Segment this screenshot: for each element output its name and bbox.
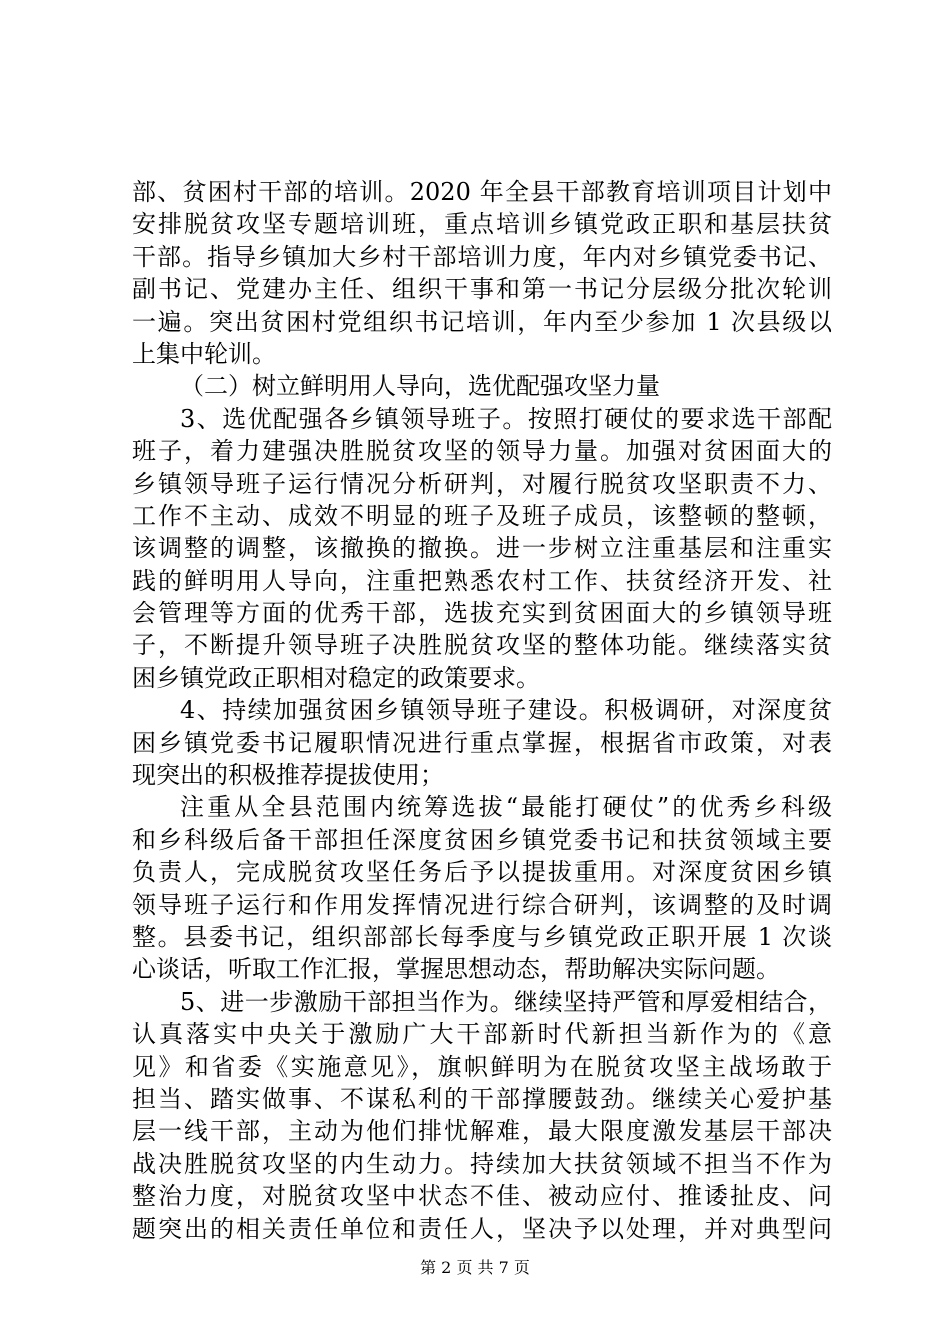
- text-line: 部、贫困村干部的培训。2020 年全县干部教育培训项目计划中: [132, 178, 832, 206]
- text-line: 层一线干部，主动为他们排忧解难，最大限度激发基层干部决: [132, 1117, 832, 1146]
- text-line: 子，不断提升领导班子决胜脱贫攻坚的整体功能。继续落实贫: [132, 631, 832, 660]
- text-line: 践的鲜明用人导向，注重把熟悉农村工作、扶贫经济开发、社: [132, 566, 832, 595]
- text-line: 班子，着力建强决胜脱贫攻坚的领导力量。加强对贫困面大的: [132, 437, 832, 466]
- text-line: 乡镇领导班子运行情况分析研判，对履行脱贫攻坚职责不力、: [132, 469, 832, 498]
- text-line: 领导班子运行和作用发挥情况进行综合研判，该调整的及时调: [132, 890, 832, 919]
- text-line: 负责人，完成脱贫攻坚任务后予以提拔重用。对深度贫困乡镇: [132, 858, 832, 887]
- text-line: 和乡科级后备干部担任深度贫困乡镇党委书记和扶贫领域主要: [132, 825, 832, 854]
- text-line: 3、选优配强各乡镇领导班子。按照打硬仗的要求选干部配: [180, 404, 832, 433]
- text-line: 心谈话，听取工作汇报，掌握思想动态，帮助解决实际问题。: [132, 955, 780, 984]
- text-line: 认真落实中央关于激励广大干部新时代新担当新作为的《意: [132, 1020, 832, 1049]
- text-line: 5、进一步激励干部担当作为。继续坚持严管和厚爱相结合，: [180, 987, 832, 1016]
- text-line: 现突出的积极推荐提拔使用；: [132, 761, 444, 790]
- text-line: 会管理等方面的优秀干部，选拔充实到贫困面大的乡镇领导班: [132, 599, 832, 628]
- text-line: 担当、踏实做事、不谋私利的干部撑腰鼓劲。继续关心爱护基: [132, 1084, 832, 1113]
- text-line: 整治力度，对脱贫攻坚中状态不佳、被动应付、推诿扯皮、问: [132, 1182, 832, 1211]
- text-line: 困乡镇党委书记履职情况进行重点掌握，根据省市政策，对表: [132, 728, 832, 757]
- text-line: 题突出的相关责任单位和责任人，坚决予以处理，并对典型问: [132, 1214, 832, 1243]
- text-line: 副书记、党建办主任、组织干事和第一书记分层级分批次轮训: [132, 275, 832, 304]
- text-line: 4、持续加强贫困乡镇领导班子建设。积极调研，对深度贫: [180, 696, 832, 725]
- text-line: 安排脱贫攻坚专题培训班，重点培训乡镇党政正职和基层扶贫: [132, 210, 832, 239]
- text-line: 整。县委书记，组织部部长每季度与乡镇党政正职开展 1 次谈: [132, 922, 832, 951]
- text-line: 困乡镇党政正职相对稳定的政策要求。: [132, 663, 540, 692]
- text-line: 战决胜脱贫攻坚的内生动力。持续加大扶贫领域不担当不作为: [132, 1149, 832, 1178]
- text-line: 注重从全县范围内统筹选拔“最能打硬仗”的优秀乡科级: [180, 793, 832, 822]
- page-footer: 第 2 页 共 7 页: [420, 1258, 530, 1277]
- text-line: 该调整的调整，该撤换的撤换。进一步树立注重基层和注重实: [132, 534, 832, 563]
- text-line: 一遍。突出贫困村党组织书记培训，年内至少参加 1 次县级以: [132, 307, 832, 336]
- document-body: [132, 176, 832, 1245]
- text-line: 干部。指导乡镇加大乡村干部培训力度，年内对乡镇党委书记、: [132, 242, 832, 271]
- text-line: （二）树立鲜明用人导向，选优配强攻坚力量: [180, 372, 660, 401]
- text-line: 工作不主动、成效不明显的班子及班子成员，该整顿的整顿，: [132, 501, 832, 530]
- text-line: 见》和省委《实施意见》，旗帜鲜明为在脱贫攻坚主战场敢于: [132, 1052, 832, 1081]
- text-line: 上集中轮训。: [132, 339, 276, 368]
